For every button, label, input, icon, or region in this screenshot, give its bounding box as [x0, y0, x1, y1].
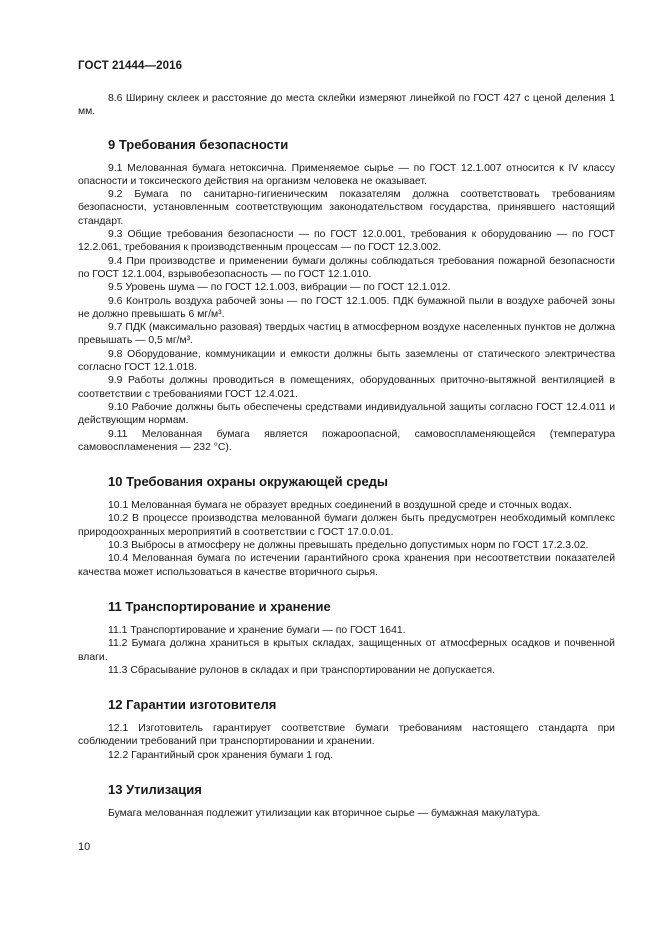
section-title: 10 Требования охраны окружающей среды	[108, 474, 389, 490]
paragraph-8-6: 8.6 Ширину склеек и расстояние до места склейки измеряют линейкой по ГОСТ 427 с ценой деления 1 мм.	[78, 93, 615, 118]
paragraph: 9.3 Общие требования безопасности — по ГОСТ 12.0.001, требования к оборудованию — по ГОСТ 12.2.061, требования к производственным процессам — по ГОСТ 12.3.002.	[78, 229, 615, 254]
paragraph: 12.1 Изготовитель гарантирует соответствие бумаги требованиям настоящего стандарта при соблюдении требований при транспортировании и хранении.	[78, 723, 615, 748]
paragraph: 9.6 Контроль воздуха рабочей зоны — по ГОСТ 12.1.005. ПДК бумажной пыли в воздухе рабочей зоны не должно превышать 6 мг/м³.	[78, 295, 615, 320]
paragraph: 9.8 Оборудование, коммуникации и емкости должны быть заземлены от статического электричества согласно ГОСТ 12.1.018.	[78, 348, 615, 374]
paragraph: 11.3 Сбрасывание рулонов в складах и при транспортировании не допускается.	[108, 664, 495, 676]
paragraph: 11.2 Бумага должна храниться в крытых складах, защищенных от атмосферных осадков и почвенной влаги.	[78, 638, 615, 663]
paragraph: 9.2 Бумага по санитарно-гигиеническим показателям должна соответствовать требованиям безопасности, установленным соответствующим законодательством государства, принявшего настоящий стандарт.	[78, 189, 615, 227]
paragraph: 9.1 Мелованная бумага нетоксична. Применяемое сырье — по ГОСТ 12.1.007 относится к IV классу опасности и токсического действия на организм человека не оказывает.	[78, 162, 615, 187]
paragraph: 9.4 При производстве и применении бумаги должны соблюдаться требования пожарной безопасности по ГОСТ 12.1.004, взрывобезопасность — по ГОСТ 12.1.010.	[78, 255, 615, 280]
section-title: 9 Требования безопасности	[108, 136, 289, 152]
section-title: 11 Транспортирование и хранение	[108, 598, 331, 614]
section-9	[78, 137, 615, 455]
paragraph: 12.2 Гарантийный срок хранения бумаги 1 год.	[108, 749, 333, 761]
paragraph: 9.10 Рабочие должны быть обеспечены средствами индивидуальной защиты согласно ГОСТ 12.4.011 и действующим нормам.	[78, 401, 615, 427]
section-13	[78, 782, 615, 820]
page-number: 10	[78, 841, 91, 853]
standard-header: ГОСТ 21444—2016	[78, 60, 183, 72]
paragraph: 10.1 Мелованная бумага не образует вредных соединений в воздушной среде и сточных водах.	[108, 500, 572, 512]
paragraph: 10.2 В процессе производства мелованной бумаги должен быть предусмотрен необходимый комплекс природоохранных мероприятий в соответствии с ГОСТ 17.0.0.01.	[78, 513, 615, 538]
page-content	[78, 92, 615, 820]
paragraph: 9.5 Уровень шума — по ГОСТ 12.1.003, вибрации — по ГОСТ 12.1.012.	[108, 282, 451, 294]
paragraph: Бумага мелованная подлежит утилизации как вторичное сырье — бумажная макулатура.	[108, 807, 541, 819]
section-title: 12 Гарантии изготовителя	[108, 697, 277, 713]
section-title: 13 Утилизация	[108, 781, 202, 797]
paragraph: 9.11 Мелованная бумага является пожароопасной, самовоспламеняющейся (температура самовоспламенения — 232 °С).	[78, 428, 615, 453]
section-10	[78, 474, 615, 579]
section-11	[78, 599, 615, 677]
paragraph: 11.1 Транспортирование и хранение бумаги — по ГОСТ 1641.	[108, 624, 406, 636]
paragraph: 10.4 Мелованная бумага по истечении гарантийного срока хранения при несоответствии показателей качества может использоваться в качестве вторичного сырья.	[78, 553, 615, 578]
paragraph: 10.3 Выбросы в атмосферу не должны превышать предельно допустимых норм по ГОСТ 17.2.3.02.	[108, 540, 589, 552]
paragraph: 9.7 ПДК (максимально разовая) твердых частиц в атмосферном воздухе населенных пунктов не должна превышать — 0,5 мг/м³.	[78, 322, 615, 347]
section-12	[78, 697, 615, 762]
paragraph: 9.9 Работы должны проводиться в помещениях, оборудованных приточно-вытяжной вентиляцией в соответствии с требованиями ГОСТ 12.4.021.	[78, 375, 615, 400]
